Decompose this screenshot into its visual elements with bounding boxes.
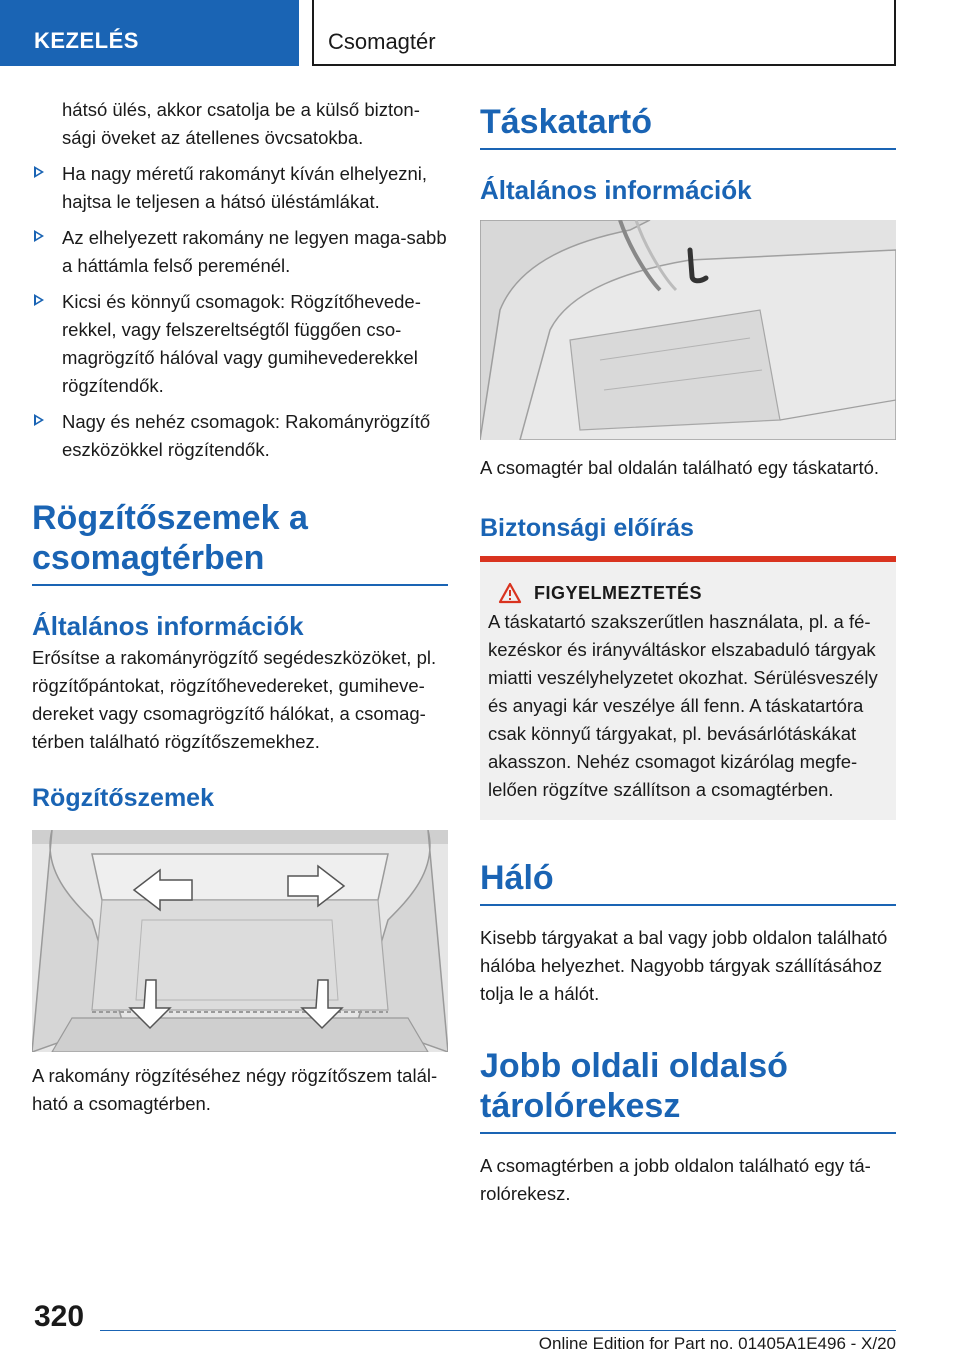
bag-hook-section-title: Táskatartó	[480, 102, 896, 150]
triangle-bullet-icon	[34, 230, 44, 242]
eyelets-heading: Rögzítőszemek	[32, 784, 214, 812]
list-item: Az elhelyezett rakomány ne legyen maga-sabb a háttámla felső pereménél.	[32, 224, 448, 280]
list-item: Nagy és nehéz csomagok: Rakományrögzítő eszközökkel rögzítendők.	[32, 408, 448, 464]
bullet-list	[32, 160, 448, 464]
net-section-title: Háló	[480, 858, 896, 906]
warning-triangle-icon	[498, 582, 522, 604]
triangle-bullet-icon	[34, 166, 44, 178]
trunk-eyelets-illustration	[32, 830, 448, 1052]
storage-text: A csomagtérben a jobb oldalon található egy tá-rolórekesz.	[480, 1155, 871, 1204]
footer-divider	[100, 1330, 896, 1331]
storage-section-title: Jobb oldali oldalsó tárolórekesz	[480, 1046, 896, 1134]
bag-hook-caption: A csomagtér bal oldalán található egy táskatartó.	[480, 457, 880, 478]
left-column	[32, 96, 448, 1118]
warning-text: A táskatartó szakszerűtlen használata, pl. a fé-kezéskor és irányváltáskor elszabaduló tárgyak miatti veszélyhelyzetet okozhat. Sérülésveszély és anyagi kár veszélye áll fenn. A táskatartóra csak könnyű tárgyakat, pl. bevásárlótáskákat akasszon. Nehéz csomagot kizárólag megfe-lelően rögzítve szállítson a csomagtérben.	[488, 611, 878, 800]
net-text: Kisebb tárgyakat a bal vagy jobb oldalon található hálóba helyezhet. Nagyobb tárgyak szállításához tolja le a hálót.	[480, 927, 888, 1004]
general-info-text: Erősítse a rakományrögzítő segédeszközöket, pl. rögzítőpántokat, rögzítőhevedereket, gumiheve-dereket vagy csomagrögzítő hálókat, a csomag-térben található rögzítőszemekhez.	[32, 647, 437, 752]
general-info-heading: Általános információk	[32, 611, 304, 641]
chapter-tab: KEZELÉS	[0, 0, 299, 66]
list-item: Ha nagy méretű rakományt kíván elhelyezni, hajtsa le teljesen a hátsó üléstámlákat.	[32, 160, 448, 216]
bag-hook-general-heading: Általános információk	[480, 175, 752, 205]
warning-title: FIGYELMEZTETÉS	[534, 582, 703, 603]
warning-box	[480, 562, 896, 820]
eyelets-caption: A rakomány rögzítéséhez négy rögzítőszem talál-ható a csomagtérben.	[32, 1065, 438, 1114]
triangle-bullet-icon	[34, 414, 44, 426]
right-column	[480, 96, 896, 1208]
edition-text: Online Edition for Part no. 01405A1E496 - X/20	[538, 1334, 896, 1353]
continuation-text: hátsó ülés, akkor csatolja be a külső bizton-sági öveket az átellenes övcsatokba.	[62, 99, 420, 148]
list-item: Kicsi és könnyű csomagok: Rögzítőhevede-rekkel, vagy felszereltségtől függően cso-magrögzítő hálóval vagy gumihevederekkel rögzítendők.	[32, 288, 448, 400]
safety-heading: Biztonsági előírás	[480, 514, 694, 542]
bag-hook-illustration	[480, 220, 896, 440]
triangle-bullet-icon	[34, 294, 44, 306]
page-number: 320	[34, 1300, 85, 1333]
section-title: Csomagtér	[312, 0, 896, 66]
eyelets-section-title: Rögzítőszemek a csomagtérben	[32, 498, 448, 586]
